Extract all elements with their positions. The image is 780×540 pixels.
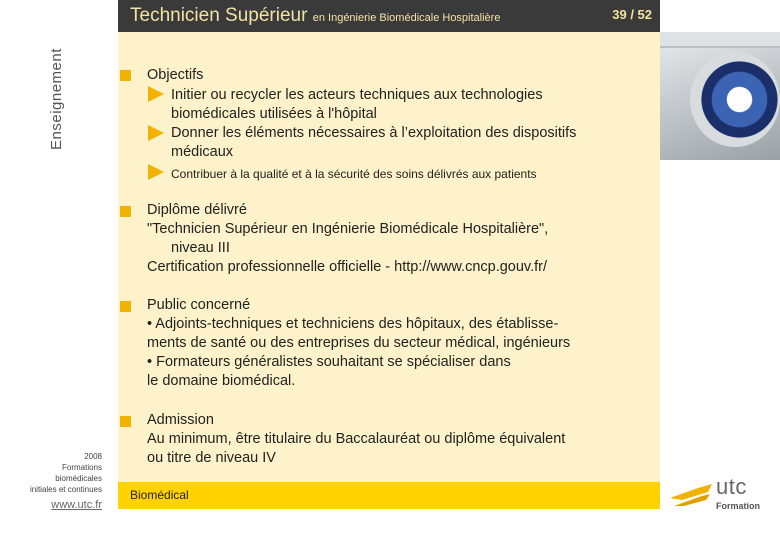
diplome-line-2: niveau III <box>171 240 230 256</box>
objectif-1-line-2: biomédicales utilisées à l'hôpital <box>171 106 377 122</box>
side-note-line-1: Formations <box>61 463 102 472</box>
bullet-square-icon <box>120 206 131 217</box>
heading-public: Public concerné <box>147 297 251 313</box>
page-counter <box>612 7 652 22</box>
page-total: / 52 <box>630 7 652 22</box>
title-main: Technicien Supérieur <box>130 5 308 26</box>
utc-formation-logo <box>664 470 776 520</box>
title-subtitle: en Ingénierie Biomédicale Hospitalière <box>312 12 501 24</box>
side-note-line-2: biomédicales <box>55 474 102 483</box>
objectif-2-line-1: Donner les éléments nécessaires à l’exploitation des dispositifs <box>171 125 577 141</box>
side-note-year: 2008 <box>84 452 102 461</box>
slide-header <box>118 0 660 32</box>
arrow-bullet-icon <box>148 125 164 141</box>
admission-line-1: Au minimum, être titulaire du Baccalauréat ou diplôme équivalent <box>147 431 566 447</box>
page-current: 39 <box>612 7 627 22</box>
footer-bar <box>118 482 660 509</box>
vertical-section-label <box>38 0 78 155</box>
scanner-photo <box>660 32 780 160</box>
logo-utc-text: utc <box>716 474 747 499</box>
photo-top-bar <box>660 32 780 48</box>
bullet-square-icon <box>120 301 131 312</box>
vertical-label-text: Enseignement <box>48 48 65 150</box>
public-line-2: ments de santé ou des entreprises du secteur médical, ingénieurs <box>147 335 571 351</box>
diplome-line-3: Certification professionnelle officielle - http://www.cncp.gouv.fr/ <box>147 259 548 275</box>
logo-formation-text: Formation <box>716 501 760 511</box>
public-line-4: le domaine biomédical. <box>147 373 296 389</box>
bullet-square-icon <box>120 416 131 427</box>
bullet-square-icon <box>120 70 131 81</box>
diplome-line-1: "Technicien Supérieur en Ingénierie Biomédicale Hospitalière", <box>147 221 549 237</box>
public-line-1: • Adjoints-techniques et techniciens des hôpitaux, des établisse- <box>147 316 559 332</box>
admission-line-2: ou titre de niveau IV <box>147 450 276 466</box>
arrow-bullet-icon <box>148 86 164 102</box>
arrow-bullet-icon <box>148 164 164 180</box>
heading-admission: Admission <box>147 412 214 428</box>
objectif-3: Contribuer à la qualité et à la sécurité des soins délivrés aux patients <box>171 167 537 181</box>
utc-website-link[interactable]: www.utc.fr <box>51 499 102 511</box>
scanner-ring <box>690 52 780 147</box>
objectif-1-line-1: Initier ou recycler les acteurs techniques aux technologies <box>171 87 543 103</box>
objectif-2-line-2: médicaux <box>171 144 234 160</box>
footer-label: Biomédical <box>130 488 189 502</box>
side-note-line-3: initiales et continues <box>29 485 102 494</box>
utc-wing-icon <box>668 478 714 510</box>
heading-objectifs: Objectifs <box>147 67 204 83</box>
slide-title <box>130 5 500 27</box>
public-line-3: • Formateurs généralistes souhaitant se spécialiser dans <box>147 354 511 370</box>
heading-diplome: Diplôme délivré <box>147 202 247 218</box>
